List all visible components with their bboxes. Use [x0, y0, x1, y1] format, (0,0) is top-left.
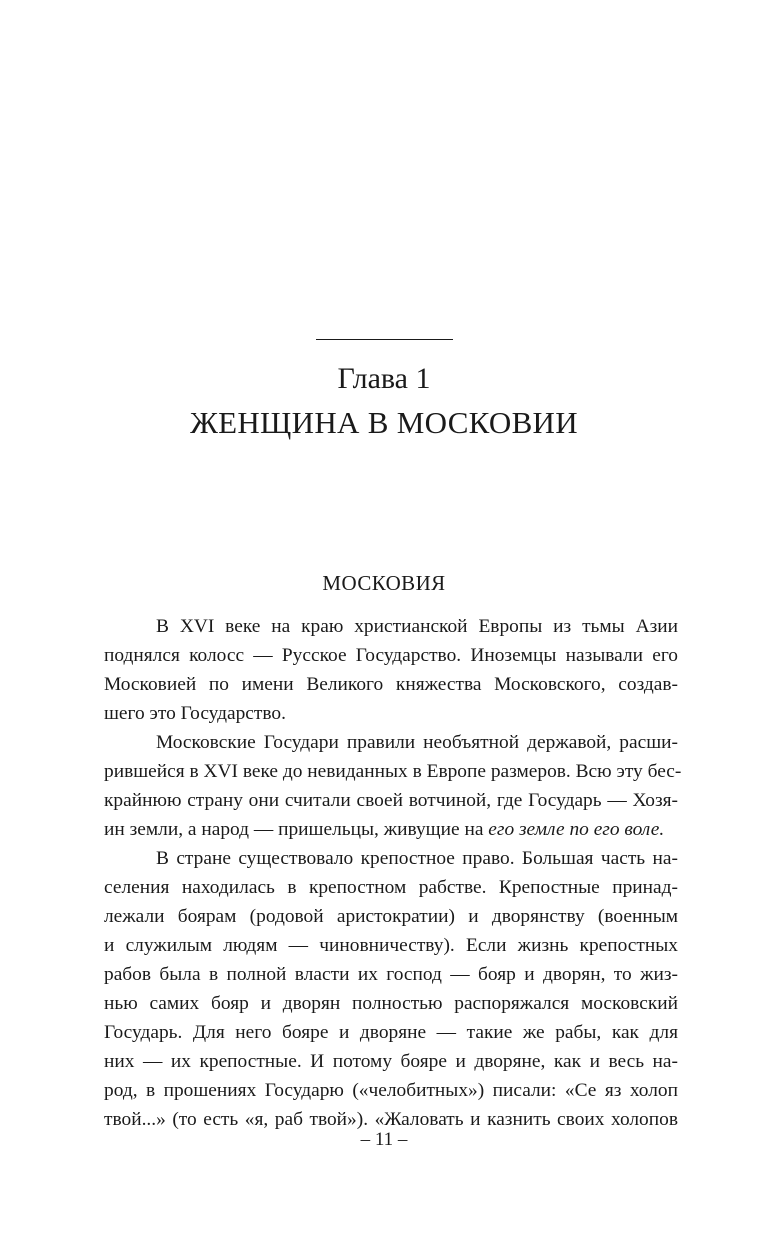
text-line: шего это Государство.: [104, 703, 286, 724]
paragraph: [104, 612, 678, 728]
text-line: В XVI веке на краю христианской Европы из тьмы Азии: [156, 616, 678, 637]
text-line: Государь. Для него бояре и дворяне — такие же рабы, как для: [104, 1022, 678, 1043]
text-line: лежали боярам (родовой аристократии) и дворянству (военным: [104, 906, 678, 927]
text-span: ин земли, а народ — пришельцы, живущие на: [104, 819, 489, 840]
text-line: рившейся в XVI веке до невиданных в Европе размеров. Всю эту бес-: [104, 761, 682, 782]
italic-phrase: его земле по его воле.: [488, 819, 665, 840]
text-line: род, в прошениях Государю («челобитных») писали: «Се яз холоп: [104, 1080, 678, 1101]
text-line: и служилым людям — чиновничеству). Если жизнь крепостных: [104, 935, 678, 956]
section-title: МОСКОВИЯ: [322, 571, 446, 595]
text-line: Московские Государи правили необъятной державой, расши-: [156, 732, 678, 753]
text-line: [104, 815, 678, 844]
paragraph: [104, 844, 678, 1134]
paragraph: [104, 728, 682, 844]
text-line: поднялся колосс — Русское Государство. Иноземцы называли его: [104, 645, 678, 666]
text-line: твой...» (то есть «я, раб твой»). «Жаловать и казнить своих холопов: [104, 1109, 678, 1130]
text-line: В стране существовало крепостное право. Большая часть на-: [156, 848, 678, 869]
text-line: нью самих бояр и дворян полностью распоряжался московский: [104, 993, 678, 1014]
text-line: рабов была в полной власти их господ — бояр и дворян, то жиз-: [104, 964, 678, 985]
text-line: Московией по имени Великого княжества Московского, создав-: [104, 674, 678, 695]
text-line: крайнюю страну они считали своей вотчиной, где Государь — Хозя-: [104, 790, 678, 811]
text-line: селения находилась в крепостном рабстве. Крепостные принад-: [104, 877, 678, 898]
chapter-label: Глава 1: [337, 362, 431, 395]
chapter-title: ЖЕНЩИНА В МОСКОВИИ: [190, 405, 578, 440]
body-text: [104, 612, 682, 1134]
page-number: – 11 –: [360, 1129, 408, 1150]
chapter-divider-rule: [316, 339, 453, 340]
text-line: них — их крепостные. И потому бояре и дворяне, как и весь на-: [104, 1051, 678, 1072]
